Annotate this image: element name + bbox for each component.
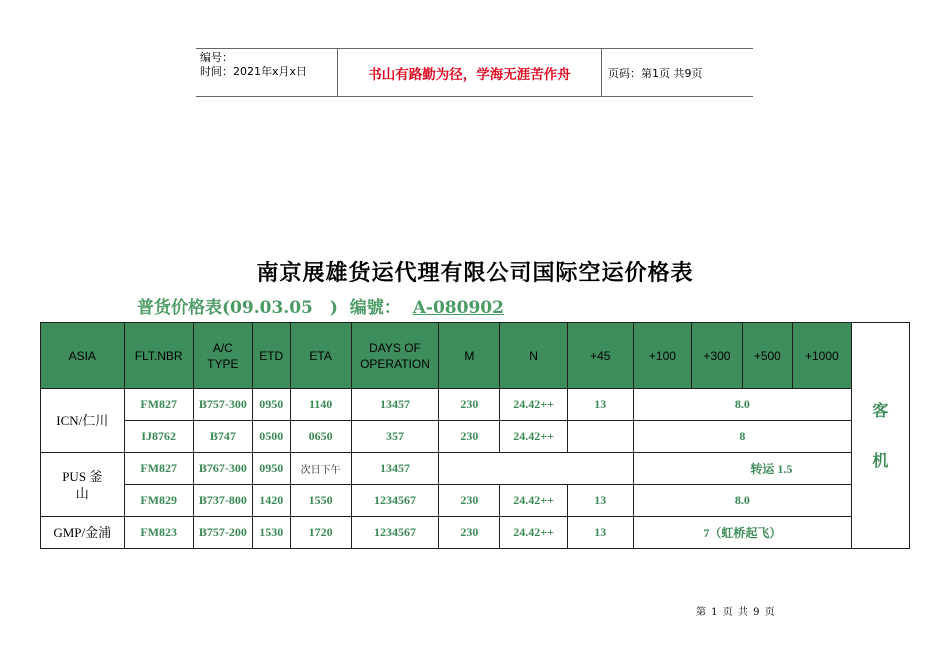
n-cell: 24.42++: [500, 517, 567, 549]
side-label-1: 客: [872, 400, 889, 420]
time-label: 时间：2021年x月x日: [200, 65, 308, 78]
rate-cell: 8.0: [633, 389, 851, 421]
m-cell: 230: [439, 517, 500, 549]
days-cell: 1234567: [351, 517, 439, 549]
region-icn: ICN/仁川: [41, 389, 125, 453]
table-row: [41, 517, 910, 549]
table-row: [41, 421, 910, 453]
rate-cell: 转运 1.5: [633, 453, 909, 485]
days-cell: 357: [351, 421, 439, 453]
col-100: +100: [633, 323, 691, 389]
eta-cell: 1140: [290, 389, 351, 421]
type-cell: B737-800: [193, 485, 252, 517]
p45-cell: [567, 421, 633, 453]
aircraft-type-label: [851, 323, 909, 549]
etd-cell: 0950: [252, 453, 290, 485]
etd-cell: 0500: [252, 421, 290, 453]
rate-table: [40, 322, 910, 549]
side-label-2: 机: [872, 450, 889, 470]
col-45: +45: [567, 323, 633, 389]
n-cell: 24.42++: [500, 389, 567, 421]
days-cell: 1234567: [351, 485, 439, 517]
motto: 书山有路勤为径，学海无涯苦作舟: [338, 49, 602, 96]
n-cell: 24.42++: [500, 421, 567, 453]
p45-cell: 13: [567, 389, 633, 421]
region-gmp: GMP/金浦: [41, 517, 125, 549]
col-etd: ETD: [252, 323, 290, 389]
number-label: 编号：: [200, 51, 233, 64]
eta-cell: 次日下午: [290, 453, 351, 485]
rate-cell: 8.0: [633, 485, 851, 517]
flt-cell: FM827: [124, 389, 193, 421]
etd-cell: 0950: [252, 389, 290, 421]
table-header-row: [41, 323, 910, 389]
flt-cell: FM823: [124, 517, 193, 549]
col-n: N: [500, 323, 567, 389]
document-code: A-080902: [412, 298, 504, 318]
col-300: +300: [691, 323, 742, 389]
subtitle: [137, 293, 504, 318]
m-cell: 230: [439, 485, 500, 517]
type-cell: B757-300: [193, 389, 252, 421]
flt-cell: FM829: [124, 485, 193, 517]
flt-cell: FM827: [124, 453, 193, 485]
page-label: 页码：第1页 共9页: [608, 66, 703, 80]
empty-cell: [439, 453, 634, 485]
rate-cell: 8: [633, 421, 851, 453]
header-meta: [196, 49, 338, 96]
p45-cell: 13: [567, 517, 633, 549]
table-row: [41, 389, 910, 421]
m-cell: 230: [439, 421, 500, 453]
rate-cell: 7（虹桥起飞）: [633, 517, 851, 549]
type-cell: B757-200: [193, 517, 252, 549]
n-cell: 24.42++: [500, 485, 567, 517]
col-m: M: [439, 323, 500, 389]
col-asia: ASIA: [41, 323, 125, 389]
page-title: 南京展雄货运代理有限公司国际空运价格表: [256, 260, 694, 286]
type-cell: B767-300: [193, 453, 252, 485]
col-eta: ETA: [290, 323, 351, 389]
col-ac-type: A/C TYPE: [193, 323, 252, 389]
eta-cell: 1720: [290, 517, 351, 549]
page-footer: 第 1 页 共 9 页: [696, 607, 775, 618]
col-flt: FLT.NBR: [124, 323, 193, 389]
table-row: [41, 485, 910, 517]
eta-cell: 1550: [290, 485, 351, 517]
col-1000: +1000: [792, 323, 851, 389]
eta-cell: 0650: [290, 421, 351, 453]
etd-cell: 1530: [252, 517, 290, 549]
table-row: [41, 453, 910, 485]
etd-cell: 1420: [252, 485, 290, 517]
m-cell: 230: [439, 389, 500, 421]
col-500: +500: [742, 323, 792, 389]
col-days: DAYS OF OPERATION: [351, 323, 439, 389]
type-cell: B747: [193, 421, 252, 453]
days-cell: 13457: [351, 453, 439, 485]
subtitle-text: 普货价格表(09.03.05 ) 编號：: [137, 298, 401, 318]
flt-cell: IJ8762: [124, 421, 193, 453]
document-header: [196, 48, 753, 97]
days-cell: 13457: [351, 389, 439, 421]
region-pus: PUS 釜山: [41, 453, 125, 517]
p45-cell: 13: [567, 485, 633, 517]
